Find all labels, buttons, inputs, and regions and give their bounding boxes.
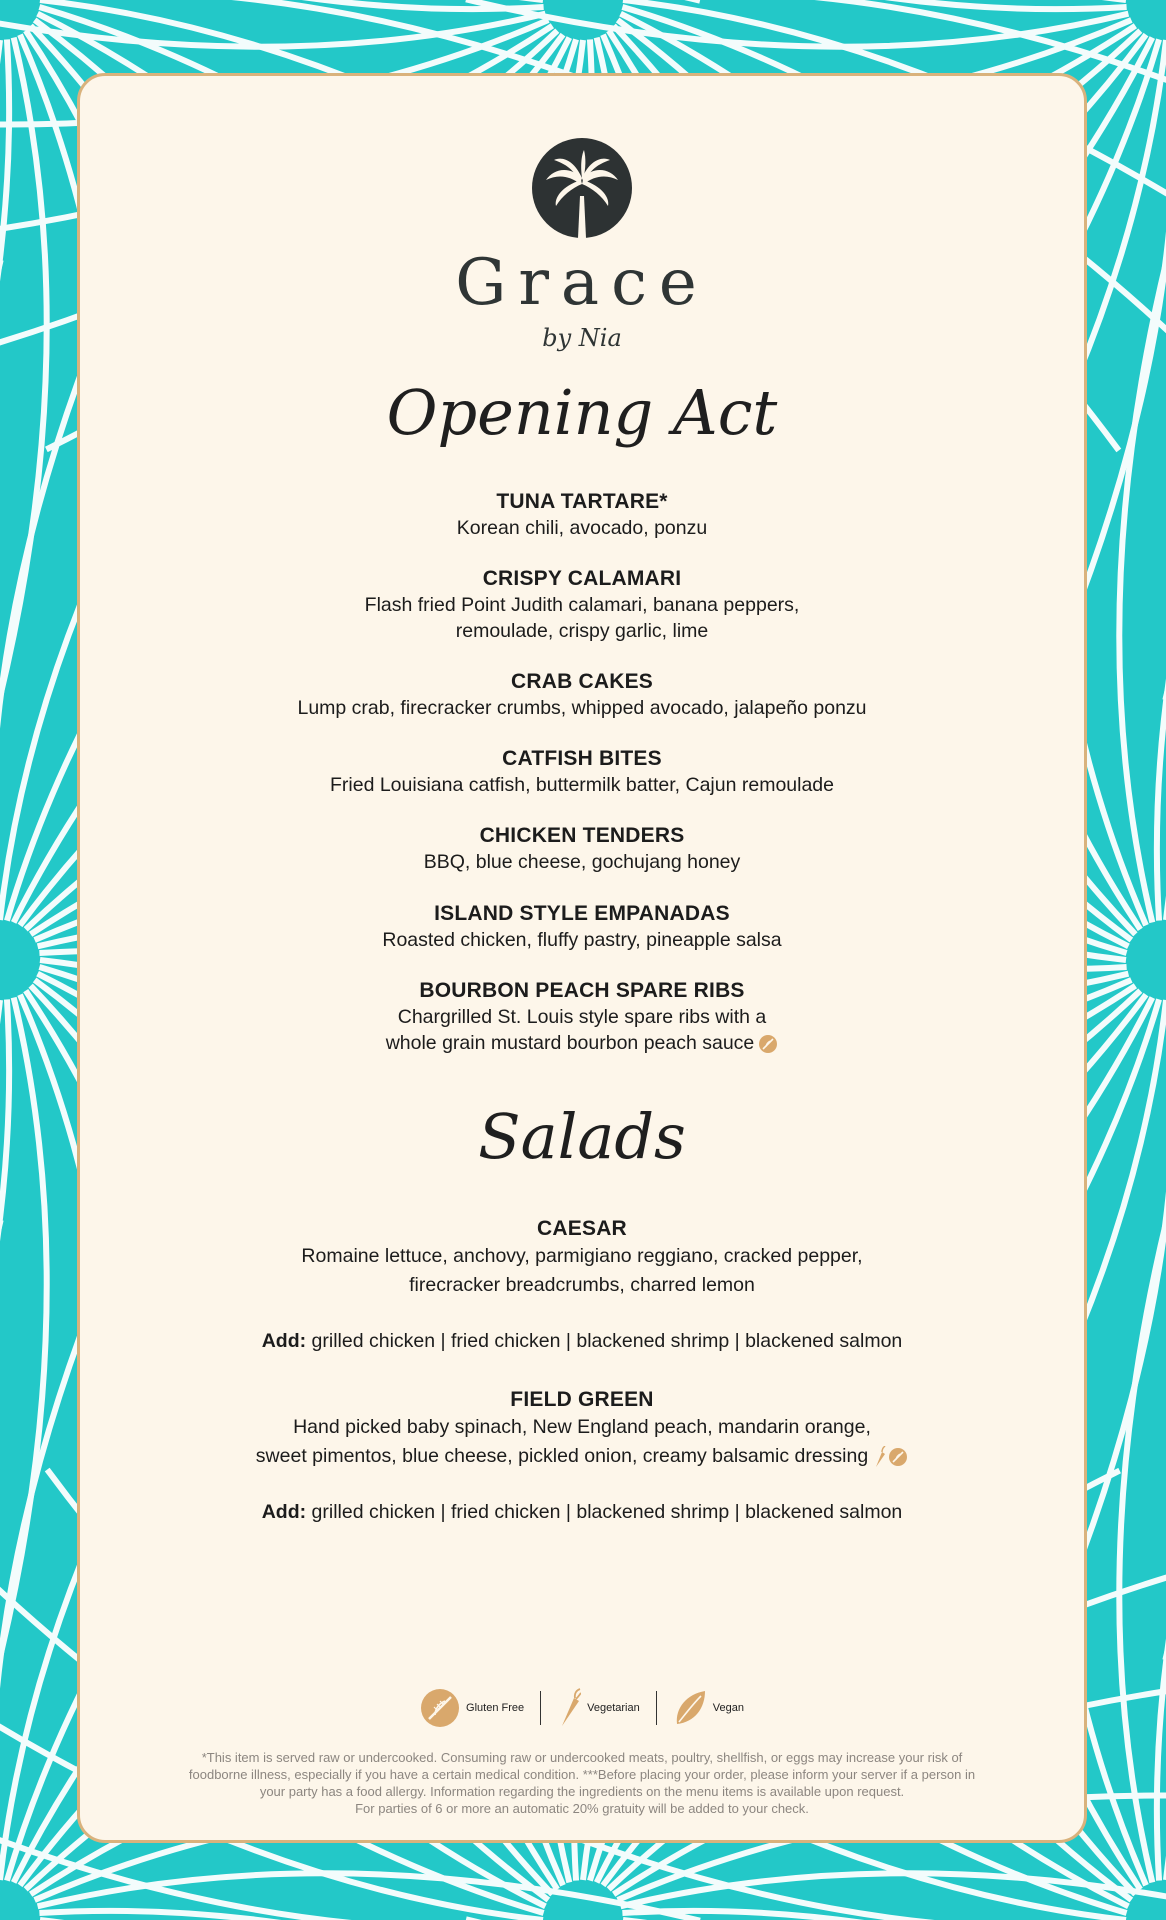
menu-card: [77, 73, 1087, 1843]
item-name: TUNA TARTARE*: [496, 490, 668, 513]
section-title-salads: Salads: [478, 1100, 686, 1173]
menu-item: [80, 978, 1084, 1056]
brand-name: Grace: [455, 246, 709, 320]
menu-item: [80, 901, 1084, 953]
background-ray: [0, 260, 1, 922]
vegetarian-icon: [557, 1688, 581, 1728]
item-description: Lump crab, firecracker crumbs, whipped avocado, jalapeño ponzu: [297, 697, 867, 719]
footnote-line: foodborne illness, especially if you have a certain medical condition. ***Before placing your order, please inform your server if a person in: [188, 1767, 976, 1782]
background-ray: [477, 0, 1127, 9]
item-description: Fried Louisiana catfish, buttermilk batter, Cajun remoulade: [329, 774, 834, 796]
item-name: CRISPY CALAMARI: [482, 567, 682, 590]
background-ray: [39, 1911, 689, 1920]
background-ray: [1157, 1231, 1166, 1881]
background-ray: [1157, 271, 1166, 921]
legend-vegan: [673, 1688, 744, 1728]
add-label: Add:: [261, 1501, 307, 1523]
vegan-leaf-icon: [673, 1688, 707, 1728]
item-description: whole grain mustard bourbon peach sauce: [385, 1032, 755, 1054]
logo: [80, 138, 1084, 238]
item-name: CRAB CAKES: [510, 670, 653, 693]
legend-divider: [540, 1691, 541, 1725]
item-description: Romaine lettuce, anchovy, parmigiano reggiano, cracked pepper,: [301, 1245, 863, 1267]
legend-vegetarian: [557, 1688, 640, 1728]
item-description: Chargrilled St. Louis style spare ribs with a: [397, 1006, 767, 1028]
menu-item: [80, 489, 1084, 541]
legend-divider: [656, 1691, 657, 1725]
menu-item: [80, 566, 1084, 644]
item-description: firecracker breadcrumbs, charred lemon: [409, 1274, 755, 1296]
item-description-with-icons: [80, 1030, 1084, 1056]
legend-label: Vegetarian: [587, 1702, 640, 1714]
item-name: CATFISH BITES: [502, 747, 662, 770]
gluten-free-icon: [758, 1034, 778, 1054]
menu-item: [80, 669, 1084, 721]
dietary-legend: [80, 1686, 1084, 1730]
vegetarian-icon: [872, 1446, 886, 1468]
palm-tree-logo-icon: [532, 138, 632, 238]
footnote-line: For parties of 6 or more an automatic 20% gratuity will be added to your check.: [355, 1801, 809, 1816]
background-ray: [0, 39, 9, 689]
item-description: Flash fried Point Judith calamari, banana peppers,: [364, 594, 800, 616]
add-on-line: [80, 1330, 1084, 1353]
item-name: ISLAND STYLE EMPANADAS: [434, 902, 730, 925]
menu-item: [80, 1216, 1084, 1300]
item-description: remoulade, crispy garlic, lime: [455, 620, 709, 642]
footnote-line: your party has a food allergy. Information regarding the ingredients on the menu items is available upon request.: [259, 1784, 905, 1799]
gluten-free-icon: [888, 1447, 908, 1467]
item-name: BOURBON PEACH SPARE RIBS: [419, 979, 745, 1002]
item-description-with-icons: [80, 1442, 1084, 1471]
legend-gluten-free: [420, 1688, 524, 1728]
allergy-footnote: [130, 1749, 1034, 1817]
item-description: sweet pimentos, blue cheese, pickled onion, creamy balsamic dressing: [255, 1445, 869, 1467]
add-options: grilled chicken | fried chicken | blackened shrimp | blackened salmon: [311, 1501, 903, 1523]
menu-item: [80, 1387, 1084, 1471]
item-description: Korean chili, avocado, ponzu: [456, 517, 708, 539]
item-description: BBQ, blue cheese, gochujang honey: [423, 851, 741, 873]
section-title-opening-act: Opening Act: [386, 376, 778, 449]
item-name: CAESAR: [537, 1217, 627, 1240]
menu-item: [80, 746, 1084, 798]
legend-label: Vegan: [712, 1702, 744, 1714]
item-name: FIELD GREEN: [510, 1388, 654, 1411]
menu-item: [80, 823, 1084, 875]
gluten-free-icon: [420, 1688, 460, 1728]
add-label: Add:: [261, 1330, 307, 1352]
background-ray: [38, 0, 700, 1]
item-description: Roasted chicken, fluffy pastry, pineapple salsa: [382, 929, 782, 951]
item-description: Hand picked baby spinach, New England peach, mandarin orange,: [293, 1416, 871, 1438]
add-on-line: [80, 1501, 1084, 1524]
add-options: grilled chicken | fried chicken | blackened shrimp | blackened salmon: [311, 1330, 903, 1352]
footnote-line: *This item is served raw or undercooked. Consuming raw or undercooked meats, poultry, shellfish, or eggs may increase your risk of: [201, 1750, 963, 1765]
legend-label: Gluten Free: [466, 1702, 525, 1714]
brand-subtitle: by Nia: [542, 324, 622, 352]
background-ray: [0, 1220, 1, 1882]
item-name: CHICKEN TENDERS: [479, 824, 685, 847]
background-ray: [0, 999, 9, 1649]
